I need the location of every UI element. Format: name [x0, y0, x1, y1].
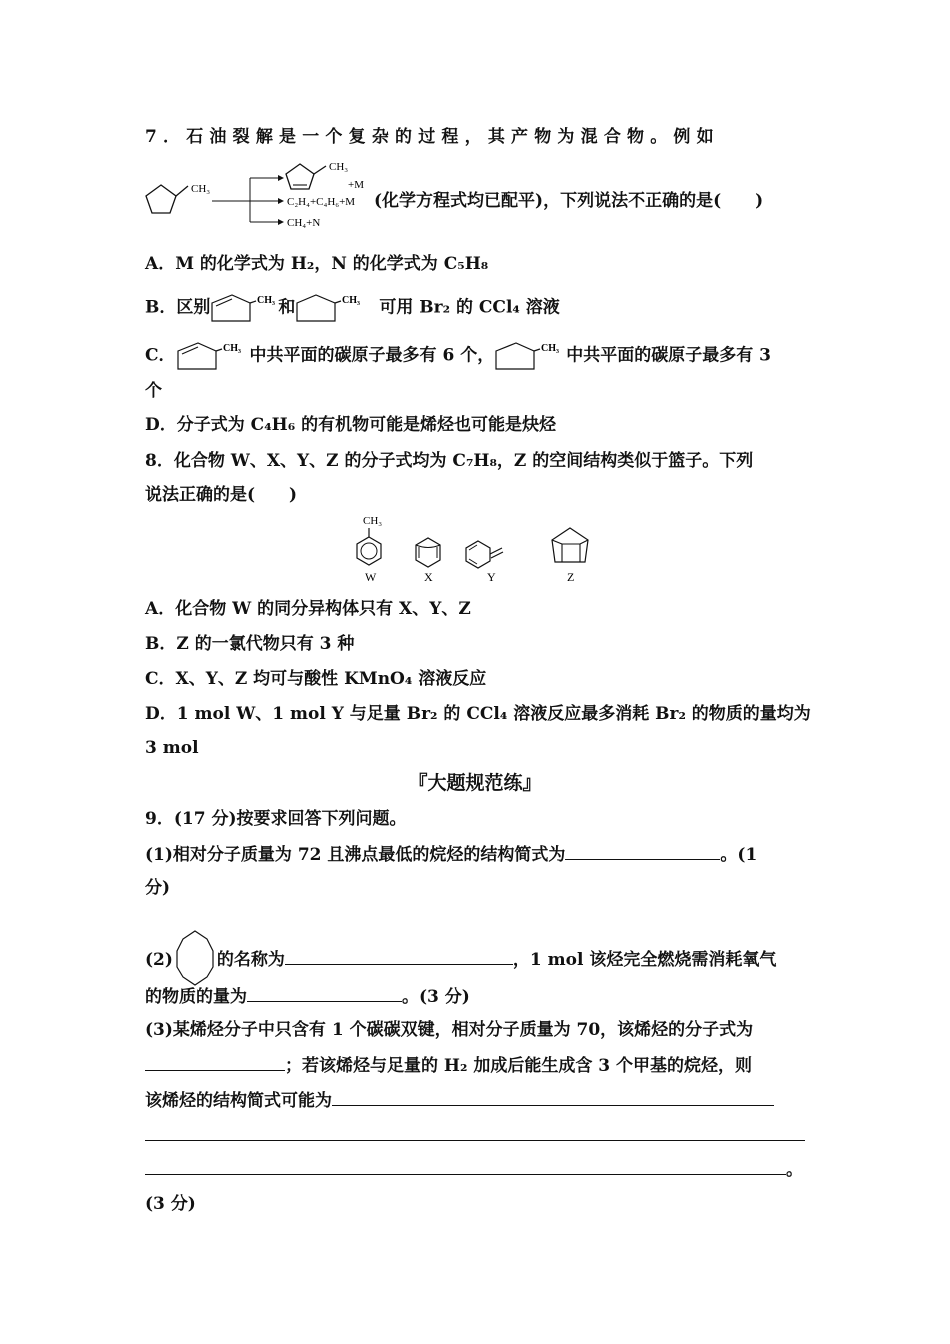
q9-part2-line2	[145, 985, 470, 1008]
structure-w	[357, 515, 382, 584]
q9-part2-line2-text: 的物质的量为	[145, 987, 247, 1007]
reactant-ch3: CH₃	[191, 183, 211, 195]
q9-part2-mid: 的名称为	[216, 950, 285, 970]
cycloalkane-structure	[173, 929, 217, 987]
product1-plus-m: +M	[348, 179, 364, 191]
methylcyclopentane-structure-c	[494, 341, 566, 371]
q8-option-b[interactable]: B．Z 的一氯代物只有 3 种	[145, 634, 355, 654]
q7-option-b[interactable]	[145, 293, 560, 323]
reactant-cyclopentane-ring	[146, 185, 176, 213]
q9-part2-score: 。(3 分)	[402, 987, 470, 1007]
q9-part1-score: 。(1	[720, 845, 758, 865]
q9-part2-oxygen-blank[interactable]	[247, 985, 402, 1002]
q7-option-c[interactable]	[145, 341, 771, 371]
label-x: X	[424, 570, 433, 584]
optb-ch3-1: CH₃	[257, 295, 276, 306]
label-w: W	[365, 570, 377, 584]
q9-part3-end: 。	[786, 1160, 803, 1180]
label-y: Y	[487, 570, 496, 584]
structure-x	[416, 538, 440, 584]
q7-option-a[interactable]: A．M 的化学式为 H₂，N 的化学式为 C₅H₈	[145, 254, 489, 274]
q9-part3-line2	[145, 1054, 752, 1077]
structure-z	[552, 528, 588, 584]
q9-part3-line4	[145, 1124, 805, 1147]
structure-y	[466, 541, 503, 584]
q9-part3-line3-text: 该烯烃的结构简式可能为	[145, 1091, 332, 1111]
q9-part3-line5	[145, 1158, 803, 1181]
q8-option-c[interactable]: C．X、Y、Z 均可与酸性 KMnO₄ 溶液反应	[145, 669, 487, 689]
methylcyclopentene-structure	[210, 293, 278, 323]
q7-stem-tail: (化学方程式均已配平)，下列说法不正确的是( )	[374, 191, 764, 211]
q9-part3-line1: (3)某烯烃分子中只含有 1 个碳碳双键，相对分子质量为 70，该烯烃的分子式为	[145, 1020, 754, 1040]
optb-ch3-2: CH₃	[342, 295, 361, 306]
q8-option-d-line2: 3 mol	[145, 738, 199, 758]
q9-part3-structure-blank-2[interactable]	[145, 1124, 805, 1141]
product3: CH₄+N	[287, 217, 321, 229]
q9-part2-name-blank[interactable]	[285, 948, 513, 965]
q9-part1-line2: 分)	[145, 878, 171, 898]
methylcyclopentene-structure-c	[176, 341, 250, 371]
q7-option-d[interactable]: D．分子式为 C₄H₆ 的有机物可能是烯烃也可能是炔烃	[145, 415, 557, 435]
q7-option-b-mid: 和	[278, 297, 296, 318]
q7-option-c-pre: C．	[145, 345, 176, 366]
q9-part3-formula-blank[interactable]	[145, 1054, 285, 1071]
q7-option-c-post: 中共平面的碳原子最多有 3	[566, 345, 771, 366]
product2: C₂H₄+C₄H₆+M	[287, 196, 356, 208]
section-title: 『大题规范练』	[408, 772, 542, 794]
w-ch3: CH₃	[363, 515, 383, 527]
q9-part1	[145, 843, 757, 866]
q9-part1-answer-blank[interactable]	[565, 843, 720, 860]
q9-part2-num: (2)	[145, 950, 173, 970]
q9-part3-line2-text: ；若该烯烃与足量的 H₂ 加成后能生成含 3 个甲基的烷烃，则	[285, 1056, 753, 1076]
methylcyclopentane-structure	[295, 293, 379, 323]
q8-option-a[interactable]: A．化合物 W 的同分异构体只有 X、Y、Z	[145, 599, 471, 619]
optc-ch3-2: CH₃	[541, 343, 560, 354]
q7-option-b-post: 可用 Br₂ 的 CCl₄ 溶液	[379, 297, 560, 318]
q9-part3-structure-blank-1[interactable]	[332, 1089, 774, 1106]
q8-option-d-line1[interactable]: D．1 mol W、1 mol Y 与足量 Br₂ 的 CCl₄ 溶液反应最多消耗 Br₂ 的物质的量均为	[145, 704, 811, 724]
q8-structures	[340, 510, 610, 590]
q8-stem-line1: 8．化合物 W、X、Y、Z 的分子式均为 C₇H₈，Z 的空间结构类似于篮子。下列	[145, 451, 754, 471]
product1-ch3: CH₃	[329, 161, 349, 173]
q7-option-c-mid: 中共平面的碳原子最多有 6 个，	[249, 345, 495, 366]
q7-reaction-scheme	[140, 156, 375, 236]
q9-part1-text: (1)相对分子质量为 72 且沸点最低的烷烃的结构简式为	[145, 845, 566, 865]
q9-part2-post: ，1 mol 该烃完全燃烧需消耗氧气	[512, 950, 777, 970]
optc-ch3-1: CH₃	[222, 343, 241, 354]
q9-stem: 9．(17 分)按要求回答下列问题。	[145, 809, 407, 829]
q9-part3-line3	[145, 1089, 774, 1112]
q7-option-c-line2: 个	[145, 381, 162, 401]
label-z: Z	[567, 570, 575, 584]
q7-option-b-pre: B．区别	[145, 297, 211, 318]
q7-stem-line1: 7．石油裂解是一个复杂的过程，其产物为混合物。例如	[145, 127, 720, 147]
q9-part2	[145, 929, 776, 987]
q9-part3-score: (3 分)	[145, 1194, 196, 1214]
q9-part3-structure-blank-3[interactable]	[145, 1158, 786, 1175]
q8-stem-line2: 说法正确的是( )	[145, 485, 298, 505]
